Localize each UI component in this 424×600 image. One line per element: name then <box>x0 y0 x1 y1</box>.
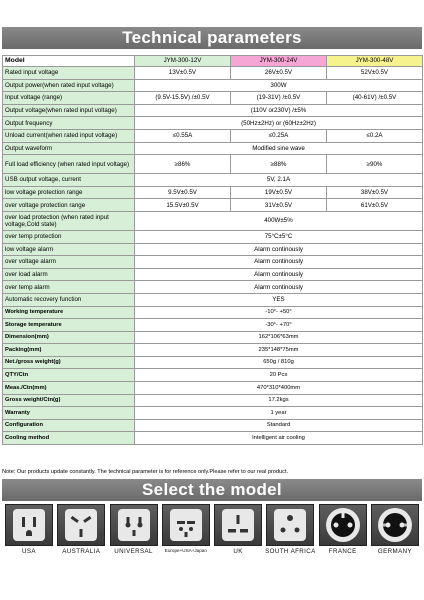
row-value: (9.5V-15.5V) /±0.5V <box>135 92 231 105</box>
row-value: 300W <box>135 79 423 92</box>
table-row <box>3 230 423 243</box>
table-row <box>3 104 423 117</box>
row-value: 400W±5% <box>135 211 423 230</box>
row-label: Dimension(mm) <box>3 331 135 344</box>
table-row <box>3 117 423 130</box>
header-model: Model <box>3 56 135 67</box>
row-label: Unload current(when rated input voltage) <box>3 129 135 142</box>
row-value: (19-31V) /±0.5V <box>231 92 327 105</box>
row-value: Alarm continously <box>135 256 423 269</box>
model-option-label: FRANCE <box>328 548 357 555</box>
table-header-row <box>3 56 423 67</box>
model-option-europe-usa-japan[interactable] <box>161 504 211 564</box>
table-row <box>3 199 423 212</box>
row-label: Automatic recovery function <box>3 293 135 306</box>
row-value: Standard <box>135 419 423 432</box>
row-value: 26V±0.5V <box>231 67 327 80</box>
model-option-france[interactable] <box>318 504 368 564</box>
row-label: USB output voltage, current <box>3 174 135 187</box>
model-selector <box>2 504 422 564</box>
model-option-south-africa[interactable] <box>265 504 315 564</box>
table-row <box>3 186 423 199</box>
row-label: Output frequency <box>3 117 135 130</box>
row-label: over load protection (when rated input voltage,Cold state) <box>3 211 135 230</box>
row-label: over voltage protection range <box>3 199 135 212</box>
model-option-label: GERMANY <box>377 548 413 555</box>
row-label: Net./gross weight(g) <box>3 356 135 369</box>
row-label: Warranty <box>3 407 135 420</box>
page-title: Technical parameters <box>2 27 422 49</box>
row-value: (110V or230V) /±5% <box>135 104 423 117</box>
model-option-universal[interactable] <box>109 504 159 564</box>
row-value: ≤0.25A <box>231 129 327 142</box>
table-row <box>3 344 423 357</box>
table-row <box>3 432 423 445</box>
disclaimer-note: Note: Our products update constantly. The technical parameter is for reference only.Please refer to our real product. <box>2 469 289 475</box>
row-label: Output voltage(when rated input voltage) <box>3 104 135 117</box>
row-label: Cooling method <box>3 432 135 445</box>
table-row <box>3 331 423 344</box>
row-label: QTY/Ctn <box>3 369 135 382</box>
row-value: 235*148*75mm <box>135 344 423 357</box>
row-label: Storage temperature <box>3 319 135 332</box>
row-label: Full load efficiency (when rated input voltage) <box>3 155 135 174</box>
row-value: 15.5V±0.5V <box>135 199 231 212</box>
row-label: over temp protection <box>3 230 135 243</box>
france-socket-icon <box>319 504 367 546</box>
row-label: Meas./Ctn(mm) <box>3 382 135 395</box>
model-option-label: UK <box>233 548 243 555</box>
table-row <box>3 394 423 407</box>
row-value: ≥86% <box>135 155 231 174</box>
row-value: ≤0.2A <box>327 129 423 142</box>
model-option-label: AUSTRALIA <box>62 548 101 555</box>
row-value: ≤0.55A <box>135 129 231 142</box>
model-option-label: SOUTH AFRICA <box>265 548 316 555</box>
table-row <box>3 407 423 420</box>
model-option-uk[interactable] <box>213 504 263 564</box>
model-option-label: UNIVERSAL <box>114 548 153 555</box>
model-option-label: Europe+USA+Japan <box>164 548 207 553</box>
row-value: (50Hz±2Hz) or (60Hz±2Hz) <box>135 117 423 130</box>
row-value: Intelligent air cooling <box>135 432 423 445</box>
row-value: 31V±0.5V <box>231 199 327 212</box>
row-value: Modified sine wave <box>135 142 423 155</box>
south-africa-socket-icon <box>266 504 314 546</box>
table-row <box>3 369 423 382</box>
row-value: 75°C±5°C <box>135 230 423 243</box>
row-label: Output waveform <box>3 142 135 155</box>
australia-socket-icon <box>57 504 105 546</box>
table-row <box>3 142 423 155</box>
row-value: 61V±0.5V <box>327 199 423 212</box>
table-row <box>3 356 423 369</box>
table-row <box>3 281 423 294</box>
row-value: 13V±0.5V <box>135 67 231 80</box>
row-label: Working temperature <box>3 306 135 319</box>
row-value: 470*310*400mm <box>135 382 423 395</box>
row-value: 5V, 2.1A <box>135 174 423 187</box>
table-row <box>3 306 423 319</box>
multi-socket-icon <box>162 504 210 546</box>
row-value: 20 Pcs <box>135 369 423 382</box>
select-model-title: Select the model <box>2 479 422 501</box>
table-row <box>3 174 423 187</box>
row-label: over load alarm <box>3 268 135 281</box>
table-row <box>3 79 423 92</box>
model-option-label: USA <box>22 548 36 555</box>
technical-parameters-table <box>2 55 423 445</box>
table-row <box>3 211 423 230</box>
header-model-1: JYM-300-12V <box>135 56 231 67</box>
row-value: 19V±0.5V <box>231 186 327 199</box>
table-row <box>3 382 423 395</box>
table-row <box>3 67 423 80</box>
table-row <box>3 419 423 432</box>
row-value: Alarm continously <box>135 281 423 294</box>
row-value: YES <box>135 293 423 306</box>
row-value: 17.2kgs <box>135 394 423 407</box>
germany-socket-icon <box>371 504 419 546</box>
row-label: Output power(when rated input voltage) <box>3 79 135 92</box>
row-value: 52V±0.5V <box>327 67 423 80</box>
table-row <box>3 268 423 281</box>
row-label: Packing(mm) <box>3 344 135 357</box>
row-value: (40-61V) /±0.5V <box>327 92 423 105</box>
row-label: low voltage alarm <box>3 243 135 256</box>
row-label: over temp alarm <box>3 281 135 294</box>
row-label: Gross weight/Ctn(g) <box>3 394 135 407</box>
row-label: Configuration <box>3 419 135 432</box>
table-row <box>3 243 423 256</box>
row-value: 162*106*63mm <box>135 331 423 344</box>
table-row <box>3 293 423 306</box>
model-option-germany[interactable] <box>370 504 420 564</box>
table-row <box>3 92 423 105</box>
row-value: -30°- +70° <box>135 319 423 332</box>
row-value: 9.5V±0.5V <box>135 186 231 199</box>
row-label: Input voltage (range) <box>3 92 135 105</box>
row-value: ≥90% <box>327 155 423 174</box>
row-value: 1 year <box>135 407 423 420</box>
row-label: over voltage alarm <box>3 256 135 269</box>
row-value: 650g / 810g <box>135 356 423 369</box>
model-option-australia[interactable] <box>56 504 106 564</box>
table-row <box>3 129 423 142</box>
header-model-3: JYM-300-48V <box>327 56 423 67</box>
row-value: Alarm continously <box>135 268 423 281</box>
uk-socket-icon <box>214 504 262 546</box>
header-model-2: JYM-300-24V <box>231 56 327 67</box>
row-label: Rated input voltage <box>3 67 135 80</box>
universal-socket-icon <box>110 504 158 546</box>
row-value: ≥88% <box>231 155 327 174</box>
row-label: low voltage protection range <box>3 186 135 199</box>
table-row <box>3 319 423 332</box>
row-value: -10°- +50° <box>135 306 423 319</box>
model-option-usa[interactable] <box>4 504 54 564</box>
row-value: Alarm continously <box>135 243 423 256</box>
table-row <box>3 155 423 174</box>
row-value: 38V±0.5V <box>327 186 423 199</box>
usa-socket-icon <box>5 504 53 546</box>
table-row <box>3 256 423 269</box>
